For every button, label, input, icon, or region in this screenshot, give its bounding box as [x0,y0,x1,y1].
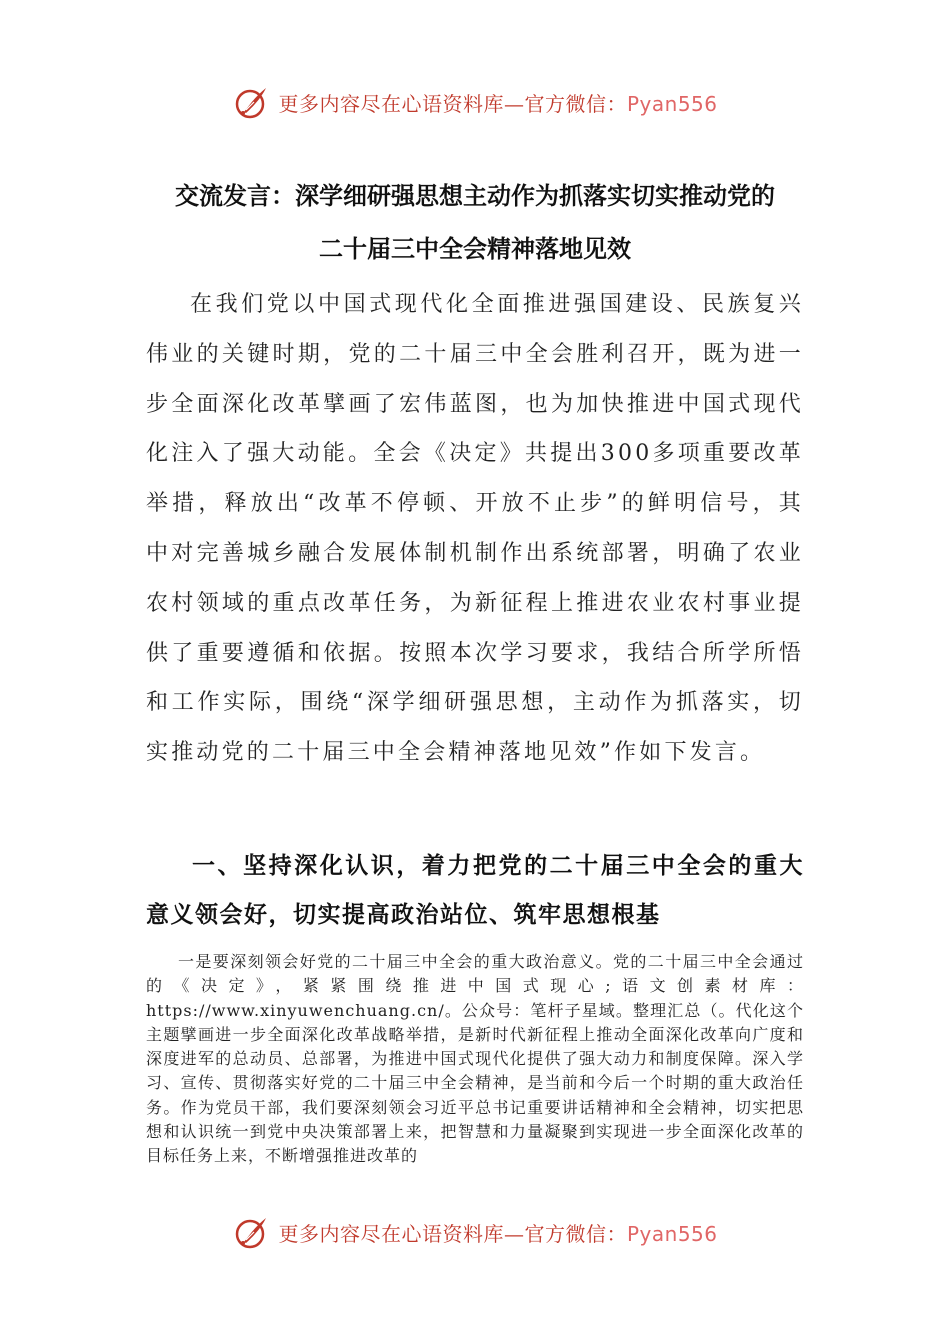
quill-pen-logo-icon [232,1212,272,1252]
banner-text: 更多内容尽在心语资料库—官方微信：Pyan556 [278,91,718,116]
section-1-paragraph: 一是要深刻领会好党的二十届三中全会的重大政治意义。党的二十届三中全会通过的《决定》，紧紧围绕推进中国式现心;语文创素材库：https://www.xinyuwenchuang.cn/。公众号：笔杆子星域。整理汇总（。代化这个主题擘画进一步全面深化改革战略举措，是新时代新征程上推动全面深化改革向广度和深度进军的总动员、总部署，为推进中国式现代化提供了强大动力和制度保障。深入学习、宣传、贯彻落实好党的二十届三中全会精神，是当前和今后一个时期的重大政治任务。作为党员干部，我们要深刻领会习近平总书记重要讲话精神和全会精神，切实把思想和认识统一到党中央决策部署上来，把智慧和力量凝聚到实现进一步全面深化改革的目标任务上来，不断增强推进改革的 [146,952,804,1166]
document-title [0,170,950,276]
wechat-id: Pyan556 [626,1221,718,1246]
banner-text: 更多内容尽在心语资料库—官方微信：Pyan556 [278,1221,718,1246]
wechat-id: Pyan556 [626,91,718,116]
footer-banner [0,1208,950,1256]
title-line-1: 交流发言：深学细研强思想主动作为抓落实切实推动党的 [175,182,775,210]
intro-paragraph: 在我们党以中国式现代化全面推进强国建设、民族复兴伟业的关键时期，党的二十届三中全会胜利召开，既为进一步全面深化改革擘画了宏伟蓝图，也为加快推进中国式现代化注入了强大动能。全会《决定》共提出300多项重要改革举措，释放出“改革不停顿、开放不止步”的鲜明信号，其中对完善城乡融合发展体制机制作出系统部署，明确了农业农村领域的重点改革任务，为新征程上推进农业农村事业提供了重要遵循和依据。按照本次学习要求，我结合所学所悟和工作实际，围绕“深学细研强思想，主动作为抓落实，切实推动党的二十届三中全会精神落地见效”作如下发言。 [146,292,804,766]
quill-pen-logo-icon [232,82,272,122]
section-1-heading: 一、坚持深化认识，着力把党的二十届三中全会的重大意义领会好，切实提高政治站位、筑牢思想根基 [146,853,804,928]
header-banner [0,78,950,126]
title-line-2: 二十届三中全会精神落地见效 [319,235,631,263]
